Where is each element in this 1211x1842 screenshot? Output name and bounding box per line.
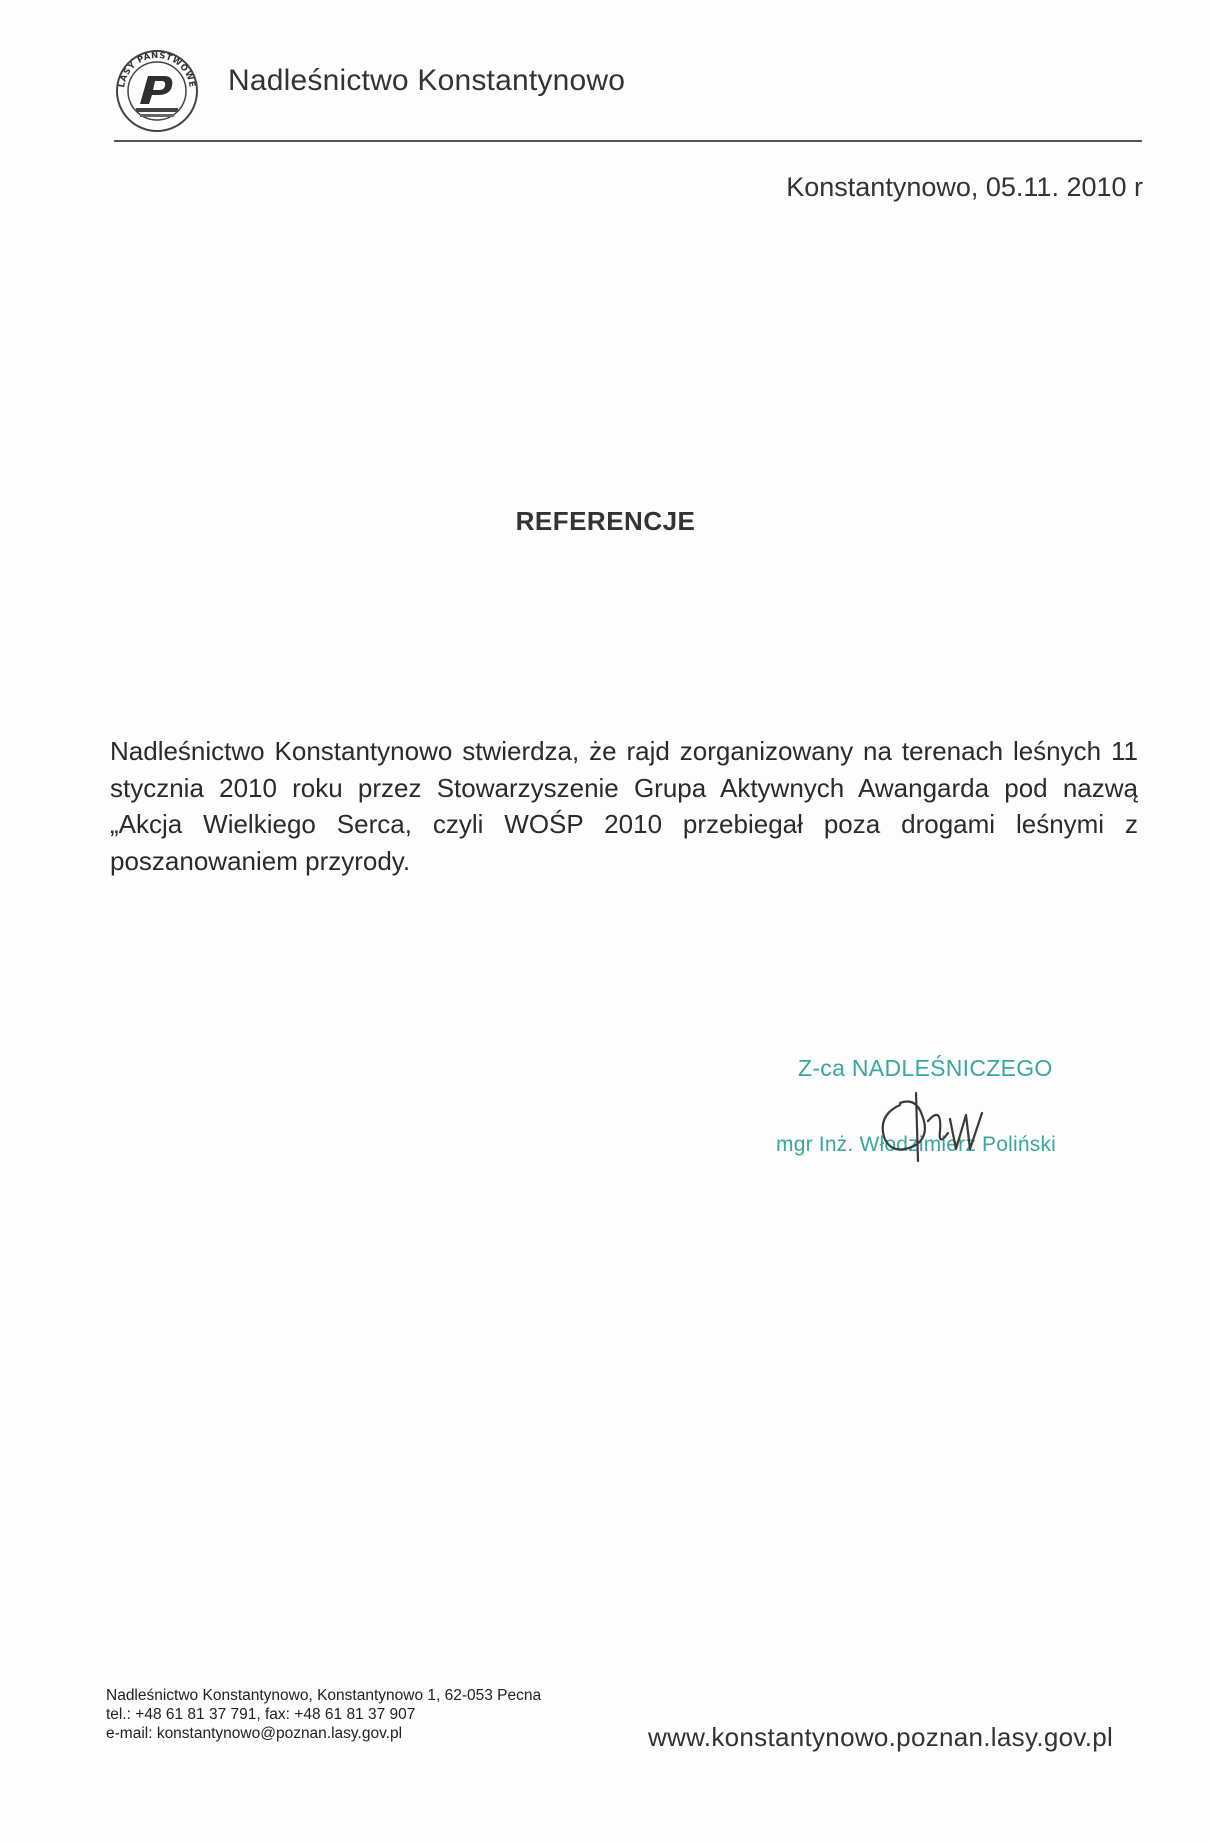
footer-email-line: e-mail: konstantynowo@poznan.lasy.gov.pl <box>106 1725 403 1742</box>
organization-name: Nadleśnictwo Konstantynowo <box>228 64 626 97</box>
footer-address-line: Nadleśnictwo Konstantynowo, Konstantynowo 1, 62-053 Pecna <box>106 1687 542 1704</box>
footer-website: www.konstantynowo.poznan.lasy.gov.pl <box>648 1722 1114 1752</box>
document-title: REFERENCJE <box>515 506 696 536</box>
body-paragraph: Nadleśnictwo Konstantynowo stwierdza, że rajd zorganizowany na terenach leśnych 11 stycznia 2010 roku przez Stowarzyszenie Grupa Aktywnych Awangarda pod nazwą „Akcja Wielkiego Serca, czyli WOŚP 2010 przebiegał poza drogami leśnymi z poszanowaniem przyrody. <box>110 736 1138 876</box>
header-divider <box>114 140 1142 142</box>
footer-address <box>106 1686 541 1743</box>
handwritten-signature-icon <box>870 1075 990 1165</box>
lasy-panstwowe-logo-icon <box>114 48 200 134</box>
letter-date: Konstantynowo, 05.11. 2010 r <box>786 172 1143 202</box>
stamp-title: Z-ca NADLEŚNICZEGO <box>798 1055 1053 1081</box>
svg-text:LASY PAŃSTWOWE: LASY PAŃSTWOWE <box>117 50 197 89</box>
stamp-name: mgr Inż. Włodzimierz Poliński <box>776 1133 1057 1156</box>
footer-phone-line: tel.: +48 61 81 37 791, fax: +48 61 81 37 907 <box>106 1706 416 1723</box>
